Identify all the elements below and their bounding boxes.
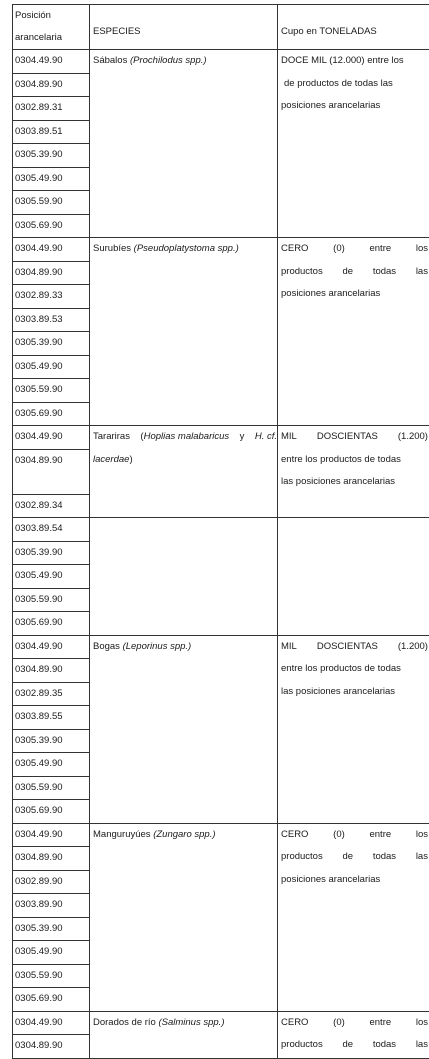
quota-cell	[278, 238, 429, 426]
table-row	[13, 518, 429, 542]
species-cell	[90, 635, 278, 823]
tariff-code: 0303.89.51	[13, 120, 90, 144]
species-conjunction: y	[240, 426, 245, 449]
tariff-code: 0305.39.90	[13, 144, 90, 168]
tariff-code: 0305.69.90	[13, 988, 90, 1012]
quota-word: las	[416, 261, 428, 284]
table-row	[13, 50, 429, 74]
tariff-code: 0304.49.90	[13, 50, 90, 74]
table-row	[13, 426, 429, 450]
quota-line-justified	[281, 238, 428, 261]
quota-cell	[278, 823, 429, 1011]
species-line	[93, 449, 277, 472]
tariff-code: 0304.49.90	[13, 635, 90, 659]
quota-word: CERO	[281, 1012, 308, 1035]
species-scientific-name: (Zungaro spp.)	[153, 829, 215, 840]
species-cell-empty	[90, 518, 278, 636]
tariff-code: 0305.69.90	[13, 402, 90, 426]
tariff-code: 0305.49.90	[13, 355, 90, 379]
species-scientific-name: H. cf.	[255, 426, 277, 449]
quota-line: posiciones arancelarias	[281, 869, 428, 892]
quota-word: (0)	[333, 238, 345, 261]
species-common-name: Surubíes	[93, 243, 131, 254]
quota-word: (0)	[333, 824, 345, 847]
species-cell	[90, 238, 278, 426]
header-tariff-position	[13, 5, 90, 50]
quota-cell-empty	[278, 518, 429, 636]
species-scientific-name: (Salminus spp.)	[158, 1017, 224, 1028]
tariff-code: 0305.39.90	[13, 332, 90, 356]
table-header-row	[13, 5, 429, 50]
quota-line-justified	[281, 824, 428, 847]
quota-word: todas	[373, 846, 396, 869]
species-common-name: Bogas	[93, 641, 120, 652]
quota-line: entre los productos de todas	[281, 658, 428, 681]
tariff-code: 0305.39.90	[13, 729, 90, 753]
quota-cell	[278, 50, 429, 238]
header-species-label: ESPECIES	[90, 11, 277, 43]
header-tariff-position-line2: arancelaria	[13, 27, 89, 49]
header-tariff-position-line1: Posición	[13, 5, 89, 27]
tariff-code: 0302.89.33	[13, 285, 90, 309]
table-row	[13, 823, 429, 847]
quota-cell	[278, 635, 429, 823]
species-line	[93, 426, 277, 449]
tariff-code: 0304.49.90	[13, 823, 90, 847]
tariff-code: 0305.59.90	[13, 191, 90, 215]
quota-cell	[278, 426, 429, 518]
quota-line-justified	[281, 1034, 428, 1057]
species-cell	[90, 426, 278, 518]
tariff-code: 0305.49.90	[13, 565, 90, 589]
quota-word: productos	[281, 846, 323, 869]
quota-word: DOSCIENTAS	[317, 636, 378, 659]
tariff-code: 0302.89.31	[13, 97, 90, 121]
quota-line: las posiciones arancelarias	[281, 681, 428, 704]
quota-word: de	[342, 261, 353, 284]
quota-line: DOCE MIL (12.000) entre los	[281, 50, 428, 73]
tariff-code: 0305.39.90	[13, 917, 90, 941]
tariff-code: 0305.59.90	[13, 964, 90, 988]
quota-line: posiciones arancelarias	[281, 95, 428, 118]
tariff-code: 0305.59.90	[13, 588, 90, 612]
quota-word: (1.200)	[398, 426, 428, 449]
quota-word: las	[416, 846, 428, 869]
tariff-code: 0304.49.90	[13, 426, 90, 450]
quota-word: productos	[281, 261, 323, 284]
tariff-code: 0304.89.90	[13, 847, 90, 871]
header-quota-label: Cupo en TONELADAS	[278, 11, 429, 43]
quota-word: todas	[373, 1034, 396, 1057]
species-paren-close: )	[129, 454, 132, 465]
tariff-code: 0305.59.90	[13, 379, 90, 403]
tariff-code: 0304.89.90	[13, 449, 90, 494]
quota-word: CERO	[281, 824, 308, 847]
tariff-code: 0304.89.90	[13, 1035, 90, 1059]
species-scientific-name: (Pseudoplatystoma spp.)	[134, 243, 239, 254]
quota-word: MIL	[281, 636, 297, 659]
tariff-code: 0302.89.34	[13, 494, 90, 518]
tariff-quota-table	[12, 4, 429, 1059]
tariff-code: 0302.89.90	[13, 870, 90, 894]
quota-word: las	[416, 1034, 428, 1057]
tariff-code: 0303.89.55	[13, 706, 90, 730]
header-species	[90, 5, 278, 50]
species-paren-open: (	[140, 431, 143, 442]
quota-line-justified	[281, 1012, 428, 1035]
species-common-name: Manguruyúes	[93, 829, 151, 840]
species-common-name: Sábalos	[93, 55, 127, 66]
tariff-code: 0304.89.90	[13, 659, 90, 683]
tariff-code: 0302.89.35	[13, 682, 90, 706]
tariff-code: 0303.89.53	[13, 308, 90, 332]
tariff-code: 0304.89.90	[13, 73, 90, 97]
quota-line: de productos de todas las	[281, 73, 428, 96]
tariff-code: 0305.39.90	[13, 541, 90, 565]
species-cell	[90, 50, 278, 238]
species-cell	[90, 1011, 278, 1058]
species-scientific-name: Hoplias malabaricus	[144, 431, 230, 442]
quota-word: entre	[369, 824, 391, 847]
quota-word: los	[416, 238, 428, 261]
quota-word: los	[416, 1012, 428, 1035]
species-common-name: Tarariras	[93, 426, 130, 449]
quota-word: entre	[369, 1012, 391, 1035]
tariff-code: 0305.69.90	[13, 612, 90, 636]
quota-line-justified	[281, 426, 428, 449]
quota-line: posiciones arancelarias	[281, 283, 428, 306]
tariff-code: 0305.69.90	[13, 800, 90, 824]
quota-word: DOSCIENTAS	[317, 426, 378, 449]
tariff-code: 0304.49.90	[13, 238, 90, 262]
quota-word: los	[416, 824, 428, 847]
quota-cell	[278, 1011, 429, 1058]
tariff-code: 0305.49.90	[13, 753, 90, 777]
species-scientific-name: lacerdae	[93, 454, 129, 465]
tariff-code: 0304.49.90	[13, 1011, 90, 1035]
quota-word: de	[342, 1034, 353, 1057]
table-row	[13, 238, 429, 262]
tariff-code: 0305.49.90	[13, 167, 90, 191]
tariff-code: 0305.69.90	[13, 214, 90, 238]
quota-line: las posiciones arancelarias	[281, 471, 428, 494]
species-scientific-name: (Prochilodus spp.)	[130, 55, 207, 66]
quota-word: (0)	[333, 1012, 345, 1035]
tariff-code: 0305.49.90	[13, 941, 90, 965]
species-cell	[90, 823, 278, 1011]
tariff-code: 0303.89.54	[13, 518, 90, 542]
quota-word: productos	[281, 1034, 323, 1057]
quota-word: de	[342, 846, 353, 869]
tariff-code: 0303.89.90	[13, 894, 90, 918]
quota-word: entre	[369, 238, 391, 261]
tariff-code: 0305.59.90	[13, 776, 90, 800]
species-common-name: Dorados de río	[93, 1017, 156, 1028]
quota-word: todas	[373, 261, 396, 284]
header-quota	[278, 5, 429, 50]
quota-line: entre los productos de todas	[281, 449, 428, 472]
tariff-code: 0304.89.90	[13, 261, 90, 285]
table-row	[13, 635, 429, 659]
quota-word: (1.200)	[398, 636, 428, 659]
table-row	[13, 1011, 429, 1035]
quota-line-justified	[281, 846, 428, 869]
quota-word: CERO	[281, 238, 308, 261]
quota-word: MIL	[281, 426, 297, 449]
quota-line-justified	[281, 636, 428, 659]
quota-line-justified	[281, 261, 428, 284]
species-scientific-name: (Leporinus spp.)	[123, 641, 192, 652]
